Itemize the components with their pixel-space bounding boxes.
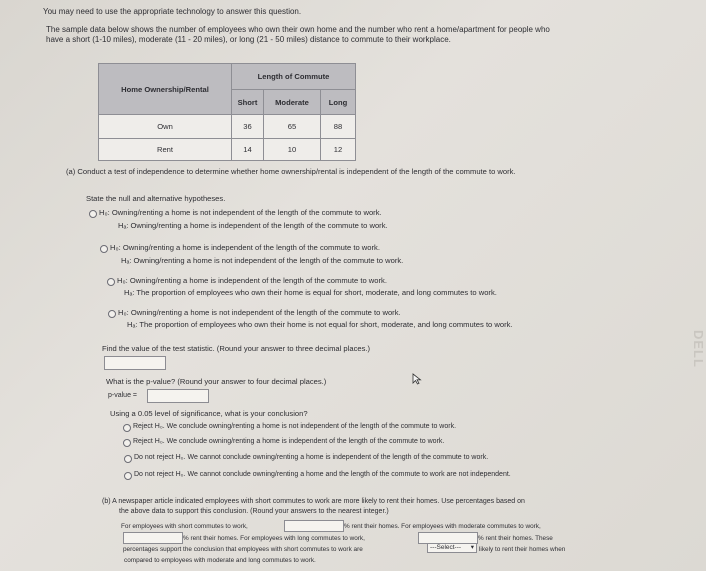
moderate-commute-rent-percent-input[interactable] [123, 532, 183, 544]
hypothesis-option-1-h0: H₀: Owning/renting a home is not independent of the length of the commute to work. [99, 208, 382, 217]
hypothesis-option-4-radio[interactable] [108, 310, 116, 318]
cell-own-moderate: 65 [263, 114, 321, 139]
conclusion-option-2-radio[interactable] [123, 439, 131, 447]
test-statistic-prompt: Find the value of the test statistic. (Round your answer to three decimal places.) [102, 344, 371, 353]
hypotheses-prompt: State the null and alternative hypotheses. [86, 194, 226, 203]
part-b-sentence-1: For employees with short commutes to work, [121, 523, 248, 530]
col-header-short: Short [231, 89, 264, 115]
pvalue-prompt: What is the p-value? (Round your answer to four decimal places.) [106, 377, 327, 386]
conclusion-option-2-label: Reject H₀. We conclude owning/renting a home is independent of the length of the commute to work. [133, 438, 445, 445]
likelihood-select[interactable] [427, 543, 477, 553]
part-b-sentence-4: % rent their homes. These [478, 535, 553, 542]
cell-rent-long: 12 [320, 138, 356, 161]
part-b-sentence-2: % rent their homes. For employees with moderate commutes to work, [344, 523, 541, 530]
conclusion-option-1-radio[interactable] [123, 424, 131, 432]
cell-own-short: 36 [231, 114, 264, 139]
hypothesis-option-4-h0: H₀: Owning/renting a home is not independent of the length of the commute to work. [118, 308, 401, 317]
hypothesis-option-2-radio[interactable] [100, 245, 108, 253]
short-commute-rent-percent-input[interactable] [284, 520, 344, 532]
part-b-sentence-3: % rent their homes. For employees with long commutes to work, [183, 535, 365, 542]
hypothesis-option-3-radio[interactable] [107, 278, 115, 286]
cell-own-long: 88 [320, 114, 356, 139]
likelihood-select-value: ---Select--- [430, 544, 462, 551]
part-b-sentence-6: likely to rent their homes when [479, 546, 566, 553]
conclusion-option-4-radio[interactable] [124, 472, 132, 480]
pvalue-label: p-value = [108, 392, 137, 399]
conclusion-option-3-radio[interactable] [124, 455, 132, 463]
row-label-own: Own [98, 114, 232, 139]
conclusion-option-3-label: Do not reject H₀. We cannot conclude owning/renting a home is independent of the length of the commute to work. [134, 454, 489, 461]
hypothesis-option-3-ha: Hₐ: The proportion of employees who own their home is equal for short, moderate, and long commutes to work. [124, 288, 497, 297]
hypothesis-option-4-ha: Hₐ: The proportion of employees who own their home is not equal for short, moderate, and long commutes to work. [127, 320, 513, 329]
row-header: Home Ownership/Rental [98, 63, 232, 115]
hypothesis-option-2-h0: H₀: Owning/renting a home is independent of the length of the commute to work. [110, 243, 380, 252]
hypothesis-option-1-radio[interactable] [89, 210, 97, 218]
cell-rent-moderate: 10 [263, 138, 321, 161]
chevron-down-icon: ▾ [470, 544, 474, 551]
col-header-long: Long [320, 89, 356, 115]
cell-rent-short: 14 [231, 138, 264, 161]
commute-table [98, 63, 356, 161]
part-a-prompt: (a) Conduct a test of independence to determine whether home ownership/rental is independent of the length of the commute to work. [66, 167, 516, 176]
hypothesis-option-1-ha: Hₐ: Owning/renting a home is independent of the length of the commute to work. [118, 221, 388, 230]
mouse-cursor-icon [412, 373, 422, 385]
group-header: Length of Commute [231, 63, 356, 90]
col-header-moderate: Moderate [263, 89, 321, 115]
description-line-2: have a short (1-10 miles), moderate (11 - 20 miles), or long (21 - 50 miles) distance to commute to their workplace. [46, 35, 451, 44]
part-b-prompt-line-1: (b) A newspaper article indicated employees with short commutes to work are more likely to rent their homes. Use percentages based on [102, 498, 525, 505]
conclusion-option-4-label: Do not reject H₀. We cannot conclude owning/renting a home and the length of the commute to work are not independent. [134, 471, 511, 478]
part-b-sentence-5: percentages support the conclusion that employees with short commutes to work are [123, 546, 363, 553]
part-b-sentence-7: compared to employees with moderate and long commutes to work. [124, 557, 316, 564]
hypothesis-option-3-h0: H₀: Owning/renting a home is independent of the length of the commute to work. [117, 276, 387, 285]
conclusion-prompt: Using a 0.05 level of significance, what is your conclusion? [110, 409, 308, 418]
hypothesis-option-2-ha: Hₐ: Owning/renting a home is not independent of the length of the commute to work. [121, 256, 404, 265]
test-statistic-input[interactable] [104, 356, 166, 370]
conclusion-option-1-label: Reject H₀. We conclude owning/renting a home is not independent of the length of the commute to work. [133, 423, 457, 430]
dell-logo: DELL [691, 330, 706, 368]
part-b-prompt-line-2: the above data to support this conclusion. (Round your answers to the nearest integer.) [119, 508, 389, 515]
pvalue-input[interactable] [147, 389, 209, 403]
row-label-rent: Rent [98, 138, 232, 161]
description-line-1: The sample data below shows the number of employees who own their own home and the number who rent a home/apartment for people who [46, 25, 550, 34]
intro-text: You may need to use the appropriate technology to answer this question. [43, 7, 302, 16]
